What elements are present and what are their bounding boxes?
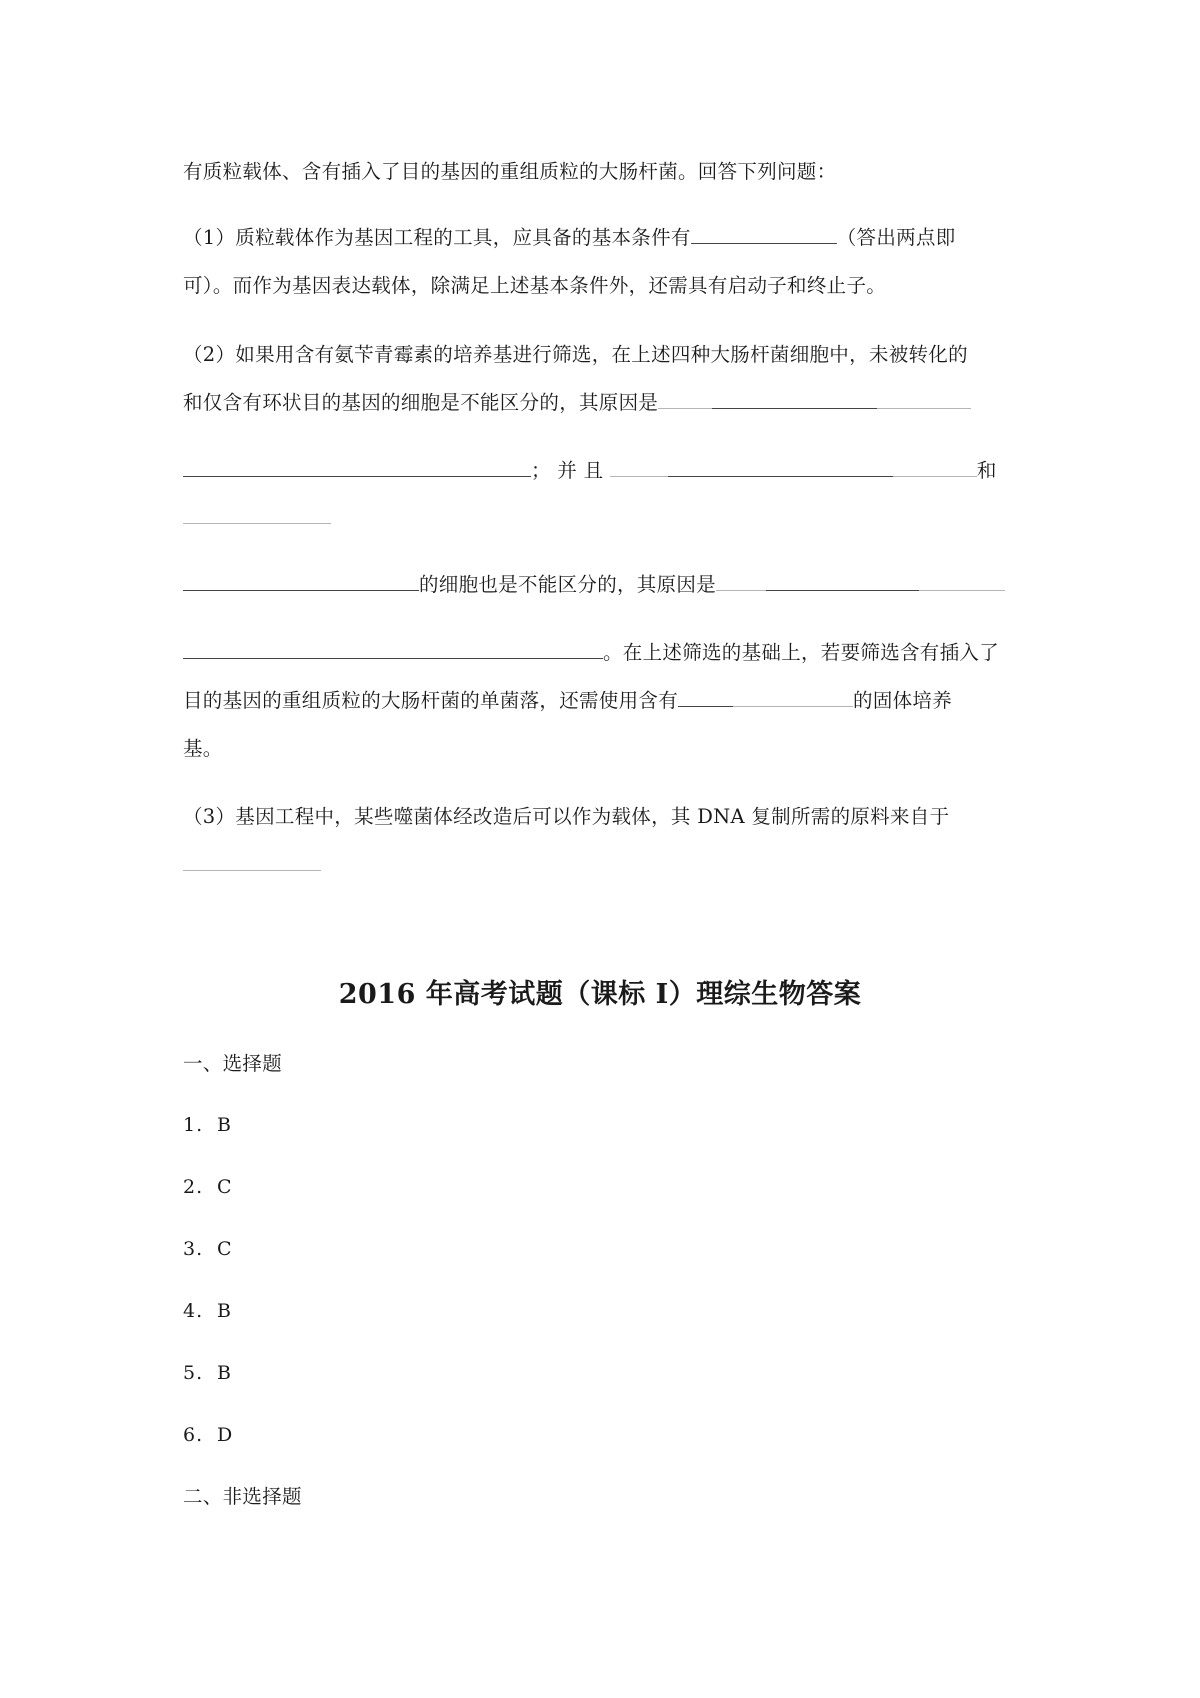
q2-line2-prefix: 和仅含有环状目的基因的细胞是不能区分的，其原因是 [183,391,659,414]
q2-blank-c2 [668,458,893,477]
q2-blank-c3 [893,458,977,477]
answer-value: B [217,1114,232,1136]
q1-line2: 可）。而作为基因表达载体，除满足上述基本条件外，还需具有启动子和终止子。 [183,274,887,297]
q3-line2 [183,852,1023,878]
answer-number: 6. [183,1424,204,1446]
q2-line3-end: 和 [976,459,997,482]
answer-key-title: 2016 年高考试题（课标 Ⅰ）理综生物答案 [338,979,862,1010]
q2-line7-suffix: 的固体培养 [853,689,953,712]
q3-line1: （3）基因工程中，某些噬菌体经改造后可以作为载体，其 DNA 复制所需的原料来自于 [183,805,950,828]
q2-line3 [183,458,1023,484]
answer-value: B [217,1362,232,1384]
q2-line4 [183,505,1023,531]
q2-blank-h2 [733,688,853,707]
q2-line5 [183,572,1023,598]
answer-number: 2. [183,1176,204,1198]
answer-item [183,1237,233,1261]
answer-number: 4. [183,1300,204,1322]
q2-blank-f2 [766,572,919,591]
answer-item [183,1361,232,1385]
q2-blank-c1 [610,458,668,477]
q2-line3-mid: ； 并 且 [531,459,610,482]
section-nonchoice-heading: 二、非选择题 [183,1485,302,1508]
q2-blank-a2 [712,390,877,409]
q1-line1-suffix: （答出两点即 [836,226,956,249]
q2-blank-g [183,640,603,659]
q2-blank-h1 [678,688,733,707]
answer-number: 1. [183,1114,204,1136]
answer-value: B [217,1300,232,1322]
q2-blank-a3 [877,390,971,409]
q2-blank-f3 [919,572,1005,591]
answer-item [183,1299,232,1323]
q1-line1-prefix: （1）质粒载体作为基因工程的工具，应具备的基本条件有 [183,226,691,249]
q2-blank-e [183,572,419,591]
section-choice-heading: 一、选择题 [183,1052,283,1075]
q2-line2 [183,390,1023,416]
q2-line7-prefix: 目的基因的重组质粒的大肠杆菌的单菌落，还需使用含有 [183,689,679,712]
q2-blank-b [183,458,531,477]
answer-number: 3. [183,1238,204,1260]
q2-line6-suffix: 。在上述筛选的基础上，若要筛选含有插入了 [603,641,1000,664]
q1-line1 [183,225,1023,251]
q2-line6 [183,640,1023,666]
q2-blank-d [183,505,331,524]
answer-item [183,1113,232,1137]
answer-item [183,1423,233,1447]
intro-text: 有质粒载体、含有插入了目的基因的重组质粒的大肠杆菌。回答下列问题： [183,160,837,183]
q2-line8: 基。 [183,737,223,760]
q3-answer-blank [183,852,321,871]
answer-value: D [217,1424,234,1446]
answer-item [183,1175,233,1199]
q2-line7 [183,688,1023,714]
answer-number: 5. [183,1362,204,1384]
q2-blank-a1 [658,390,712,409]
q2-blank-f1 [716,572,766,591]
answer-value: C [217,1238,233,1260]
q2-line5-mid: 的细胞也是不能区分的，其原因是 [419,573,717,596]
answer-value: C [217,1176,233,1198]
q2-line1: （2）如果用含有氨苄青霉素的培养基进行筛选，在上述四种大肠杆菌细胞中，未被转化的 [183,343,968,366]
q1-answer-blank [691,225,837,244]
